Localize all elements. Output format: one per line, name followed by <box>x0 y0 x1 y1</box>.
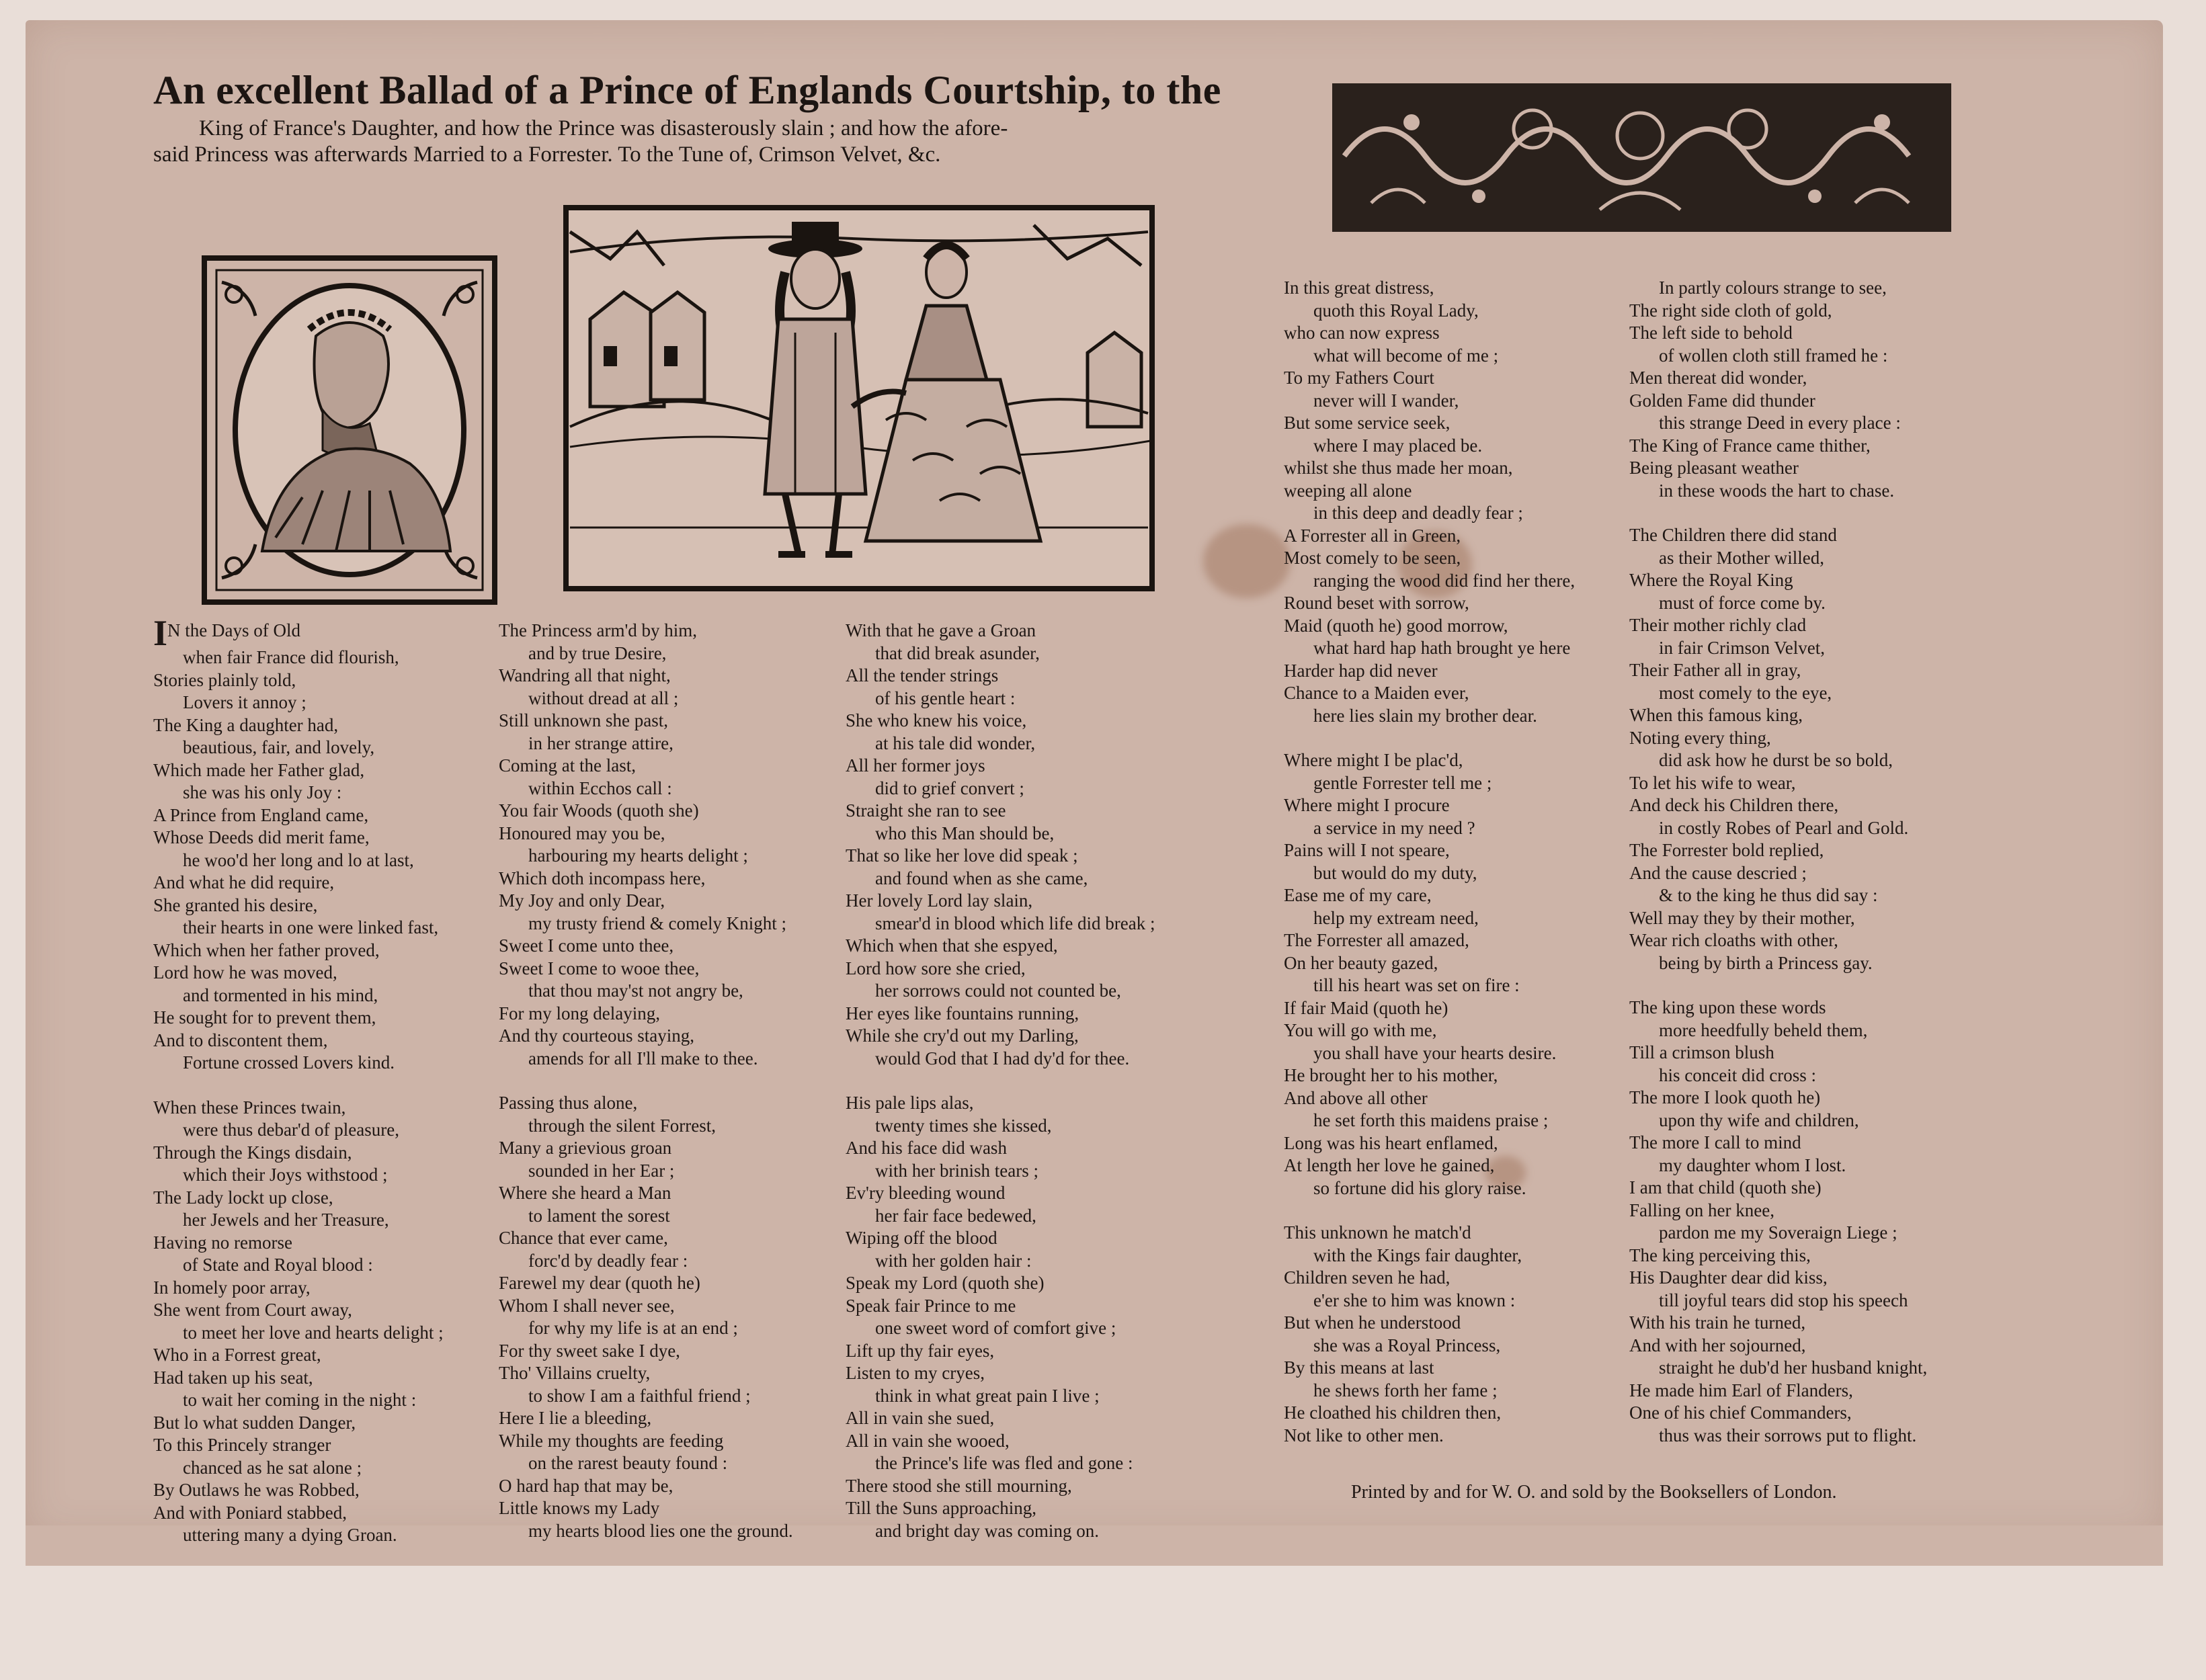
verse-line: in costly Robes of Pearl and Gold. <box>1659 817 1909 838</box>
verse-line: with the Kings fair daughter, <box>1313 1245 1522 1265</box>
verse-line: And his face did wash <box>846 1138 1007 1158</box>
verse-line: weeping all alone <box>1284 480 1412 501</box>
verse-column-3 <box>846 620 1155 1542</box>
verse-line: The more I look quoth he) <box>1629 1087 1821 1107</box>
verse-line: you shall have your hearts desire. <box>1313 1042 1557 1063</box>
verse-line: Most comely to be seen, <box>1284 548 1461 568</box>
stanza <box>1284 749 1575 1200</box>
verse-line: Her eyes like fountains running, <box>846 1003 1079 1023</box>
verse-line: Men thereat did wonder, <box>1629 368 1807 388</box>
stanza <box>1629 277 1927 502</box>
verse-line: Lord how he was moved, <box>153 962 337 982</box>
verse-line: for why my life is at an end ; <box>528 1318 738 1338</box>
verse-line: without dread at all ; <box>528 687 679 708</box>
stanza <box>846 1092 1155 1542</box>
verse-line: His Daughter dear did kiss, <box>1629 1267 1828 1288</box>
verse-line: being by birth a Princess gay. <box>1659 952 1873 973</box>
verse-line: with her golden hair : <box>875 1250 1032 1271</box>
verse-line: who can now express <box>1284 323 1440 343</box>
verse-line: And what he did require, <box>153 872 335 892</box>
verse-line: He made him Earl of Flanders, <box>1629 1380 1853 1400</box>
verse-line: The Forrester all amazed, <box>1284 930 1469 950</box>
verse-line: pardon me my Soveraign Liege ; <box>1659 1222 1897 1243</box>
verse-line: Where the Royal King <box>1629 570 1793 590</box>
verse-line: Chance that ever came, <box>499 1228 668 1248</box>
verse-line: All in vain she wooed, <box>846 1430 1010 1451</box>
verse-line: harbouring my hearts delight ; <box>528 845 748 866</box>
stanza <box>1284 277 1575 727</box>
verse-line: He brought her to his mother, <box>1284 1065 1498 1085</box>
ornament-woodcut-image <box>1331 82 1953 233</box>
verse-line: Being pleasant weather <box>1629 458 1799 478</box>
verse-line: through the silent Forrest, <box>528 1115 716 1136</box>
verse-line: as their Mother willed, <box>1659 547 1824 568</box>
verse-line: to lament the sorest <box>528 1205 670 1226</box>
verse-line: in her strange attire, <box>528 732 673 753</box>
verse-column-1 <box>153 613 444 1547</box>
title-line-3: said Princess was afterwards Married to a Forrester. To the Tune of, Crimson Velvet, &c. <box>153 142 941 167</box>
verse-line: uttering many a dying Groan. <box>183 1525 397 1545</box>
verse-line: smear'd in blood which life did break ; <box>875 913 1155 933</box>
verse-line: O hard hap that may be, <box>499 1475 673 1496</box>
verse-line: Still unknown she past, <box>499 710 669 730</box>
verse-line: Golden Fame did thunder <box>1629 390 1815 411</box>
verse-line: Where might I procure <box>1284 795 1450 815</box>
verse-line: she was his only Joy : <box>183 782 342 802</box>
verse-line: my daughter whom I lost. <box>1659 1154 1846 1175</box>
verse-column-4 <box>1284 277 1575 1447</box>
verse-line: Ease me of my care, <box>1284 885 1432 905</box>
verse-line: Wiping off the blood <box>846 1228 997 1248</box>
verse-line: Which doth incompass here, <box>499 868 706 888</box>
stanza <box>846 620 1155 1070</box>
verse-line: While she cry'd out my Darling, <box>846 1025 1079 1046</box>
verse-line: Farewel my dear (quoth he) <box>499 1273 700 1293</box>
verse-line: Ev'ry bleeding wound <box>846 1183 1006 1203</box>
verse-line: To let his wife to wear, <box>1629 772 1796 793</box>
verse-line: Tho' Villains cruelty, <box>499 1363 651 1383</box>
verse-line: The Forrester bold replied, <box>1629 840 1824 860</box>
verse-line: Wear rich cloaths with other, <box>1629 930 1838 950</box>
verse-line: of State and Royal blood : <box>183 1255 373 1275</box>
verse-line: Till the Suns approaching, <box>846 1498 1037 1518</box>
verse-line: In homely poor array, <box>153 1277 311 1298</box>
verse-line: The more I call to mind <box>1629 1132 1801 1152</box>
verse-line: Falling on her knee, <box>1629 1200 1774 1220</box>
verse-line: which their Joys withstood ; <box>183 1165 388 1185</box>
verse-line: She who knew his voice, <box>846 710 1027 730</box>
verse-line: Here I lie a bleeding, <box>499 1408 652 1428</box>
verse-line: to wait her coming in the night : <box>183 1390 417 1410</box>
verse-line: Straight she ran to see <box>846 800 1006 821</box>
verse-line: this strange Deed in every place : <box>1659 413 1901 433</box>
verse-line: within Ecchos call : <box>528 778 672 798</box>
verse-line: here lies slain my brother dear. <box>1313 705 1537 726</box>
stanza <box>499 620 793 1070</box>
stanza <box>153 1097 444 1547</box>
stanza <box>1629 524 1927 974</box>
verse-line: Speak fair Prince to me <box>846 1295 1016 1316</box>
verse-line: in this deep and deadly fear ; <box>1313 503 1523 523</box>
verse-line: till his heart was set on fire : <box>1313 975 1520 995</box>
verse-line: did to grief convert ; <box>875 778 1024 798</box>
verse-line: and tormented in his mind, <box>183 984 378 1005</box>
verse-line: In partly colours strange to see, <box>1659 278 1887 298</box>
verse-line: with her brinish tears ; <box>875 1160 1038 1181</box>
verse-line: my trusty friend & comely Knight ; <box>528 913 786 933</box>
verse-line: Lovers it annoy ; <box>183 692 307 712</box>
verse-line: The king perceiving this, <box>1629 1245 1811 1265</box>
verse-line: Having no remorse <box>153 1232 292 1253</box>
verse-line: She granted his desire, <box>153 894 318 915</box>
verse-line: Coming at the last, <box>499 755 636 775</box>
verse-line: And with her sojourned, <box>1629 1335 1806 1355</box>
verse-line: in these woods the hart to chase. <box>1659 480 1895 501</box>
verse-line: A Prince from England came, <box>153 804 369 825</box>
drop-cap: I <box>153 613 168 653</box>
verse-line: Which when that she espyed, <box>846 935 1058 956</box>
verse-line: The Lady lockt up close, <box>153 1187 333 1208</box>
verse-line: When these Princes twain, <box>153 1097 346 1118</box>
verse-line: Where she heard a Man <box>499 1183 671 1203</box>
verse-line: And the cause descried ; <box>1629 862 1807 883</box>
verse-line: the Prince's life was fled and gone : <box>875 1453 1133 1473</box>
verse-line: Children seven he had, <box>1284 1267 1451 1288</box>
verse-line: Long was his heart enflamed, <box>1284 1132 1498 1153</box>
stanza <box>1284 1222 1575 1447</box>
verse-line: what hard hap hath brought ye here <box>1313 638 1571 658</box>
verse-line: Pains will I not speare, <box>1284 840 1450 860</box>
verse-line: a service in my need ? <box>1313 817 1475 838</box>
verse-line: But when he understood <box>1284 1312 1461 1333</box>
verse-line: There stood she still mourning, <box>846 1475 1072 1496</box>
verse-line: All in vain she sued, <box>846 1408 995 1428</box>
stanza <box>499 1092 793 1542</box>
verse-line: Speak my Lord (quoth she) <box>846 1273 1045 1293</box>
stanza <box>153 613 444 1075</box>
verse-line: he set forth this maidens praise ; <box>1313 1110 1549 1130</box>
title-line-2: King of France's Daughter, and how the Prince was disasterously slain ; and how the afore- <box>199 116 1008 140</box>
verse-line: when fair France did flourish, <box>183 647 399 667</box>
verse-line: All her former joys <box>846 755 985 775</box>
verse-line: Noting every thing, <box>1629 727 1771 748</box>
verse-line: he shews forth her fame ; <box>1313 1380 1498 1400</box>
verse-line: that thou may'st not angry be, <box>528 980 743 1001</box>
verse-line: For my long delaying, <box>499 1003 660 1023</box>
title-line-1: An excellent Ballad of a Prince of Englands Courtship, to the <box>153 68 1221 112</box>
verse-line: sounded in her Ear ; <box>528 1160 675 1181</box>
verse-line: amends for all I'll make to thee. <box>528 1048 758 1068</box>
verse-line: did ask how he durst be so bold, <box>1659 750 1893 770</box>
verse-line: And with Poniard stabbed, <box>153 1502 347 1523</box>
verse-line: that did break asunder, <box>875 642 1040 663</box>
verse-line: never will I wander, <box>1313 390 1459 411</box>
verse-line: on the rarest beauty found : <box>528 1453 728 1473</box>
verse-line: Lift up thy fair eyes, <box>846 1340 995 1361</box>
verse-line: e'er she to him was known : <box>1313 1290 1516 1310</box>
verse-line: more heedfully beheld them, <box>1659 1019 1868 1040</box>
verse-line: & to the king he thus did say : <box>1659 885 1878 905</box>
verse-line: and found when as she came, <box>875 868 1088 888</box>
verse-line: Maid (quoth he) good morrow, <box>1284 615 1508 636</box>
verse-line: thus was their sorrows put to flight. <box>1659 1425 1917 1445</box>
verse-line: Passing thus alone, <box>499 1093 638 1113</box>
verse-line: In this great distress, <box>1284 278 1434 298</box>
verse-line: You will go with me, <box>1284 1020 1437 1040</box>
verse-line: and bright day was coming on. <box>875 1520 1099 1541</box>
verse-line: so fortune did his glory raise. <box>1313 1177 1526 1198</box>
verse-line: Listen to my cryes, <box>846 1363 985 1383</box>
verse-line: But lo what sudden Danger, <box>153 1412 356 1433</box>
verse-line: The left side to behold <box>1629 323 1793 343</box>
verse-line: By this means at last <box>1284 1357 1434 1378</box>
verse-line: N the Days of Old <box>167 620 300 640</box>
verse-line: A Forrester all in Green, <box>1284 525 1461 546</box>
verse-line: By Outlaws he was Robbed, <box>153 1480 360 1500</box>
verse-line: Which when her father proved, <box>153 939 380 960</box>
verse-line: his conceit did cross : <box>1659 1064 1816 1085</box>
verse-line: Honoured may you be, <box>499 823 665 843</box>
verse-line: and by true Desire, <box>528 642 667 663</box>
verse-line: One of his chief Commanders, <box>1629 1402 1852 1423</box>
verse-line: Where might I be plac'd, <box>1284 750 1463 770</box>
verse-line: of his gentle heart : <box>875 687 1016 708</box>
verse-line: chanced as he sat alone ; <box>183 1457 362 1478</box>
verse-line: At length her love he gained, <box>1284 1155 1495 1175</box>
verse-line: And to discontent them, <box>153 1030 328 1050</box>
verse-line: think in what great pain I live ; <box>875 1385 1100 1406</box>
verse-line: upon thy wife and children, <box>1659 1109 1859 1130</box>
verse-line: Fortune crossed Lovers kind. <box>183 1052 395 1073</box>
verse-line: she was a Royal Princess, <box>1313 1335 1501 1355</box>
verse-line: what will become of me ; <box>1313 345 1499 366</box>
verse-line: Stories plainly told, <box>153 669 296 690</box>
verse-line: Chance to a Maiden ever, <box>1284 683 1469 703</box>
verse-line: who this Man should be, <box>875 823 1055 843</box>
verse-line: She went from Court away, <box>153 1300 352 1320</box>
verse-line: her sorrows could not counted be, <box>875 980 1121 1001</box>
verse-line: When this famous king, <box>1629 705 1803 725</box>
verse-line: my hearts blood lies one the ground. <box>528 1520 793 1541</box>
verse-line: Through the Kings disdain, <box>153 1142 352 1163</box>
verse-line: Till a crimson blush <box>1629 1042 1774 1062</box>
verse-line: one sweet word of comfort give ; <box>875 1318 1116 1338</box>
verse-line: beautious, fair, and lovely, <box>183 737 375 757</box>
verse-line: The King a daughter had, <box>153 714 339 735</box>
verse-line: their hearts in one were linked fast, <box>183 917 439 937</box>
verse-line: And deck his Children there, <box>1629 795 1839 815</box>
verse-line: to show I am a faithful friend ; <box>528 1385 751 1406</box>
verse-line: Lord how sore she cried, <box>846 958 1026 978</box>
verse-line: Little knows my Lady <box>499 1498 660 1518</box>
verse-line: Sweet I come unto thee, <box>499 935 674 956</box>
verse-line: While my thoughts are feeding <box>499 1430 724 1451</box>
verse-line: Wandring all that night, <box>499 665 671 685</box>
verse-line: at his tale did wonder, <box>875 732 1036 753</box>
verse-line: ranging the wood did find her there, <box>1313 570 1576 591</box>
verse-line: This unknown he match'd <box>1284 1222 1471 1243</box>
verse-line: Sweet I come to wooe thee, <box>499 958 700 978</box>
verse-line: He cloathed his children then, <box>1284 1402 1502 1423</box>
verse-line: That so like her love did speak ; <box>846 845 1078 866</box>
verse-line: till joyful tears did stop his speech <box>1659 1290 1908 1310</box>
portrait-woodcut <box>202 255 497 605</box>
stanza <box>1629 997 1927 1447</box>
verse-line: But some service seek, <box>1284 413 1451 433</box>
verse-line: The Children there did stand <box>1629 525 1837 545</box>
verse-line: her fair face bedewed, <box>875 1205 1036 1226</box>
verse-line: forc'd by deadly fear : <box>528 1250 688 1271</box>
verse-line: Which made her Father glad, <box>153 759 365 780</box>
verse-line: The Princess arm'd by him, <box>499 620 698 640</box>
verse-line: Well may they by their mother, <box>1629 907 1855 928</box>
verse-line: Round beset with sorrow, <box>1284 593 1469 613</box>
verse-line: to meet her love and hearts delight ; <box>183 1322 444 1343</box>
verse-line: His pale lips alas, <box>846 1093 974 1113</box>
verse-line: Whose Deeds did merit fame, <box>153 827 370 847</box>
couple-woodcut <box>563 205 1155 591</box>
verse-line: most comely to the eye, <box>1659 682 1832 703</box>
verse-line: And above all other <box>1284 1087 1428 1108</box>
verse-line: With his train he turned, <box>1629 1312 1806 1333</box>
verse-line: And thy courteous staying, <box>499 1025 694 1046</box>
verse-column-2 <box>499 620 793 1542</box>
verse-line: but would do my duty, <box>1313 862 1477 883</box>
verse-line: You fair Woods (quoth she) <box>499 800 699 821</box>
verse-line: Many a grievious groan <box>499 1138 672 1158</box>
verse-line: For thy sweet sake I dye, <box>499 1340 680 1361</box>
ballad-title <box>153 67 1221 167</box>
verse-line: straight he dub'd her husband knight, <box>1659 1357 1928 1378</box>
verse-line: would God that I had dy'd for thee. <box>875 1048 1130 1068</box>
verse-line: Whom I shall never see, <box>499 1295 675 1316</box>
verse-line: To this Princely stranger <box>153 1435 331 1455</box>
verse-line: Their mother richly clad <box>1629 615 1807 635</box>
verse-line: All the tender strings <box>846 665 999 685</box>
verse-line: he woo'd her long and lo at last, <box>183 849 414 870</box>
portrait-woodcut-image <box>202 255 497 605</box>
verse-line: I am that child (quoth she) <box>1629 1177 1822 1198</box>
couple-woodcut-image <box>563 205 1155 591</box>
verse-line: The right side cloth of gold, <box>1629 300 1832 321</box>
verse-line: her Jewels and her Treasure, <box>183 1210 389 1230</box>
verse-line: The king upon these words <box>1629 997 1826 1017</box>
verse-line: help my extream need, <box>1313 907 1479 928</box>
verse-line: The King of France came thither, <box>1629 435 1871 456</box>
verse-line: Her lovely Lord lay slain, <box>846 890 1033 911</box>
printer-imprint: Printed by and for W. O. and sold by the Booksellers of London. <box>1351 1482 1837 1503</box>
verse-line: Had taken up his seat, <box>153 1367 313 1388</box>
verse-line: in fair Crimson Velvet, <box>1659 637 1825 658</box>
verse-line: of wollen cloth still framed he : <box>1659 345 1888 366</box>
paper-stain <box>1203 524 1291 598</box>
verse-line: Who in a Forrest great, <box>153 1345 321 1365</box>
verse-line: gentle Forrester tell me ; <box>1313 772 1492 793</box>
verse-line: twenty times she kissed, <box>875 1115 1052 1136</box>
verse-line: Harder hap did never <box>1284 660 1438 681</box>
verse-line: were thus debar'd of pleasure, <box>183 1120 399 1140</box>
ornament-woodcut <box>1331 82 1953 233</box>
verse-line: Their Father all in gray, <box>1629 660 1801 680</box>
verse-line: where I may placed be. <box>1313 435 1483 456</box>
verse-column-5 <box>1629 277 1927 1447</box>
verse-line: With that he gave a Groan <box>846 620 1036 640</box>
verse-line: whilst she thus made her moan, <box>1284 458 1513 478</box>
verse-line: My Joy and only Dear, <box>499 890 665 911</box>
verse-line: To my Fathers Court <box>1284 368 1434 388</box>
verse-line: On her beauty gazed, <box>1284 952 1438 973</box>
verse-line: must of force come by. <box>1659 592 1826 613</box>
verse-line: If fair Maid (quoth he) <box>1284 997 1448 1018</box>
verse-line: Not like to other men. <box>1284 1425 1444 1445</box>
verse-line: He sought for to prevent them, <box>153 1007 376 1027</box>
verse-line: quoth this Royal Lady, <box>1313 300 1479 321</box>
